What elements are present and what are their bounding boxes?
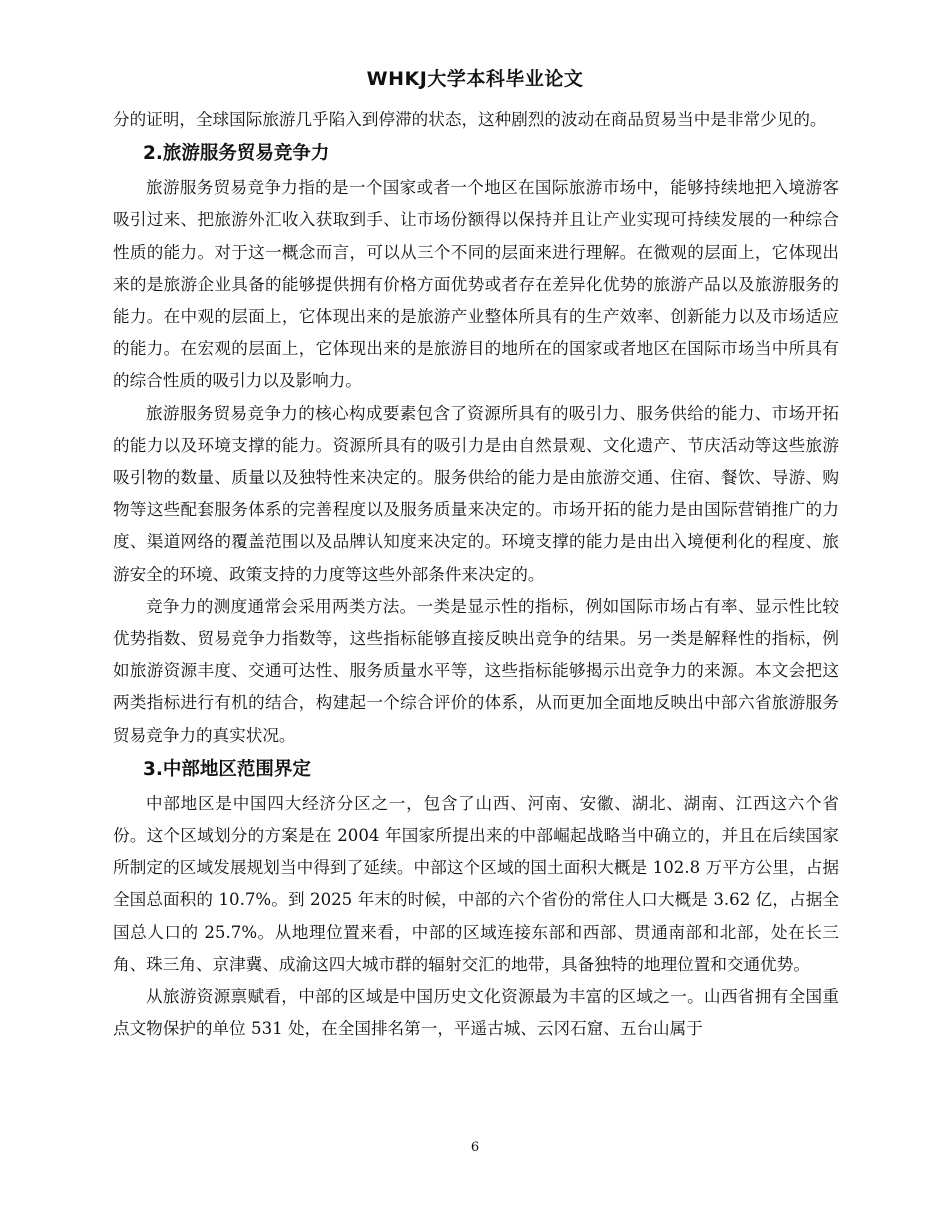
paragraph-core-elements: 旅游服务贸易竞争力的核心构成要素包含了资源所具有的吸引力、服务供给的能力、市场开拓的能力以及环境支撑的能力。资源所具有的吸引力是由自然景观、文化遗产、节庆活动等这些旅游吸引物的数量、质量以及独特性来决定的。服务供给的能力是由旅游交通、住宿、餐饮、导游、购物等这些配套服务体系的完善程度以及服务质量来决定的。市场开拓的能力是由国际营销推广的力度、渠道网络的覆盖范围以及品牌认知度来决定的。环境支撑的能力是由出入境便利化的程度、旅游安全的环境、政策支持的力度等这些外部条件来决定的。 (113, 403, 839, 584)
section-heading-central-region: 3.中部地区范围界定 (143, 758, 311, 780)
paragraph-region-scope: 中部地区是中国四大经济分区之一，包含了山西、河南、安徽、湖北、湖南、江西这六个省份。这个区域划分的方案是在 2004 年国家所提出来的中部崛起战略当中确立的，并且在后续国家所制定的区域发展规划当中得到了延续。中部这个区域的国土面积大概是 102.8 万平方公里，占据全国总面积的 10.7%。到 2025 年末的时候，中部的六个省份的常住人口大概是 3.62 亿，占据全国总人口的 25.7%。从地理位置来看，中部的区域连接东部和西部、贯通南部和北部，处在长三角、珠三角、京津冀、成渝这四大城市群的辐射交汇的地带，具备独特的地理位置和交通优势。 (113, 793, 839, 974)
paragraph-resources: 从旅游资源禀赋看，中部的区域是中国历史文化资源最为丰富的区域之一。山西省拥有全国重点文物保护的单位 531 处，在全国排名第一，平遥古城、云冈石窟、五台山属于 (113, 987, 839, 1039)
page-header: WHKJ大学本科毕业论文 (366, 68, 584, 90)
page-number: 6 (470, 1140, 480, 1155)
section-heading-tourism-competitiveness: 2.旅游服务贸易竞争力 (143, 143, 330, 165)
paragraph-measurement: 竞争力的测度通常会采用两类方法。一类是显示性的指标，例如国际市场占有率、显示性比较优势指数、贸易竞争力指数等，这些指标能够直接反映出竞争的结果。另一类是解释性的指标，例如旅游资源丰度、交通可达性、服务质量水平等，这些指标能够揭示出竞争力的来源。本文会把这两类指标进行有机的结合，构建起一个综合评价的体系，从而更加全面地反映出中部六省旅游服务贸易竞争力的真实状况。 (113, 596, 839, 745)
paragraph-definition: 旅游服务贸易竞争力指的是一个国家或者一个地区在国际旅游市场中，能够持续地把入境游客吸引过来、把旅游外汇收入获取到手、让市场份额得以保持并且让产业实现可持续发展的一种综合性质的能力。对于这一概念而言，可以从三个不同的层面来进行理解。在微观的层面上，它体现出来的是旅游企业具备的能够提供拥有价格方面优势或者存在差异化优势的旅游产品以及旅游服务的能力。在中观的层面上，它体现出来的是旅游产业整体所具有的生产效率、创新能力以及市场适应的能力。在宏观的层面上，它体现出来的是旅游目的地所在的国家或者地区在国际市场当中所具有的综合性质的吸引力以及影响力。 (113, 178, 839, 391)
paragraph-continued: 分的证明，全球国际旅游几乎陷入到停滞的状态，这种剧烈的波动在商品贸易当中是非常少见的。 (113, 110, 827, 129)
paper-body (113, 104, 839, 1045)
